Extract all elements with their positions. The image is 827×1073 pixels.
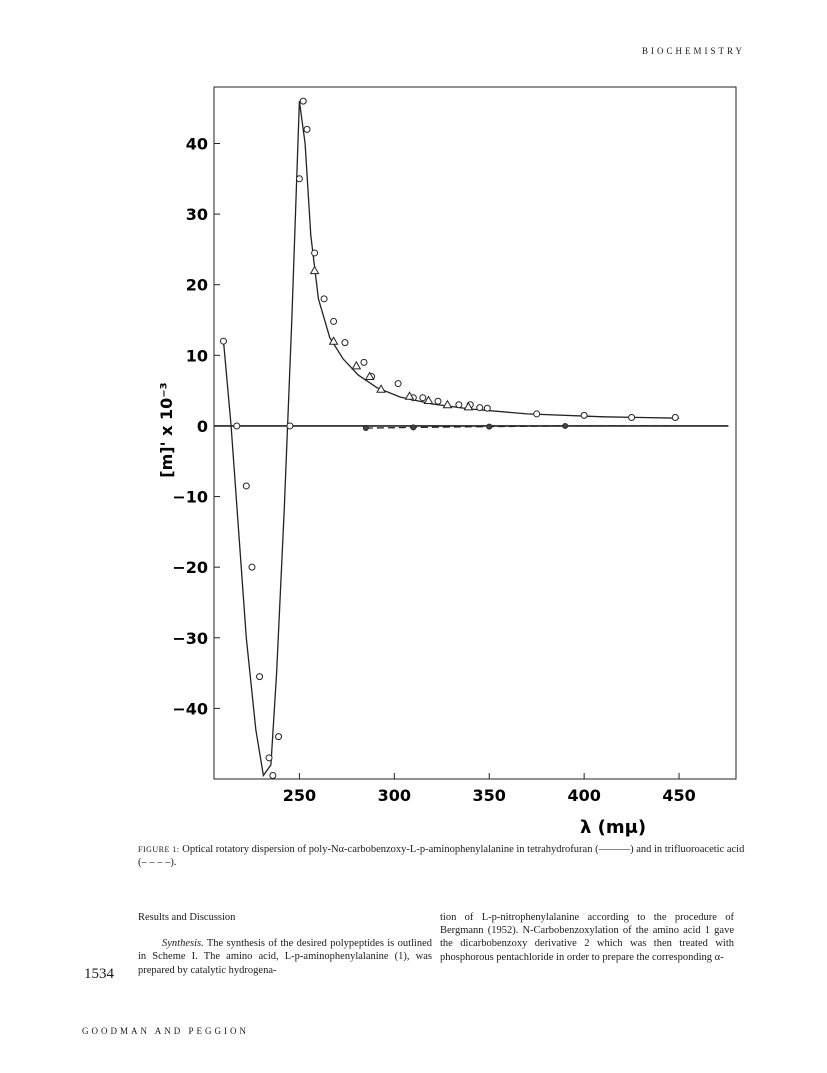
data-point-filled: [487, 424, 492, 429]
x-tick-label: 450: [662, 786, 696, 805]
data-point-triangle: [311, 267, 319, 274]
data-point-circle: [456, 402, 462, 408]
data-point-circle: [435, 398, 441, 404]
author-footer: GOODMAN AND PEGGION: [82, 1026, 249, 1036]
chart-markers: [220, 98, 678, 778]
y-tick-label: 40: [185, 134, 208, 154]
data-point-circle: [266, 755, 272, 761]
data-point-circle: [361, 359, 367, 365]
data-point-triangle: [443, 401, 451, 408]
data-point-circle: [304, 126, 310, 132]
data-point-circle: [420, 395, 426, 401]
data-point-circle: [477, 405, 483, 411]
x-tick-label: 300: [377, 786, 412, 805]
data-point-circle: [342, 340, 348, 346]
left-column: [138, 911, 432, 977]
x-tick-label: 350: [472, 786, 506, 805]
y-tick-label: 30: [185, 205, 208, 225]
data-point-circle: [395, 381, 401, 387]
plot-frame: [214, 87, 736, 779]
data-point-circle: [300, 98, 306, 104]
data-point-filled: [411, 425, 416, 430]
chart-axes: [214, 87, 736, 779]
data-point-filled: [563, 423, 568, 428]
data-point-circle: [534, 411, 540, 417]
y-tick-label: 10: [185, 346, 208, 366]
data-point-circle: [321, 296, 327, 302]
data-point-circle: [287, 423, 293, 429]
data-point-triangle: [352, 362, 360, 369]
data-point-circle: [243, 483, 249, 489]
left-paragraph: [138, 937, 432, 977]
journal-header: BIOCHEMISTRY: [641, 46, 745, 56]
page-number: 1534: [84, 966, 114, 982]
chart-ticks: [172, 134, 695, 805]
data-point-circle: [331, 318, 337, 324]
y-axis-label: [m]' x 10⁻³: [157, 382, 176, 478]
right-column: [440, 911, 734, 964]
y-tick-label: −30: [172, 628, 208, 648]
y-tick-label: −20: [172, 558, 208, 578]
data-point-circle: [672, 414, 678, 420]
chart-lines: [224, 101, 680, 775]
x-tick-label: 250: [282, 786, 317, 805]
figure-label: FIGURE 1:: [138, 845, 180, 854]
x-tick-label: 400: [567, 786, 601, 805]
right-paragraph-text: tion of L-p-nitrophenylalanine according to the procedure of Bergmann (1952). N-Carbobenzoxylation of the amino acid 1 gave the dicarbobenzoxy derivative 2 which was then treated with phosphorous pentachloride in order to prepare the corresponding α-: [440, 912, 734, 963]
figure-caption-text: Optical rotatory dispersion of poly-Nα-carbobenzoxy-L-p-aminophenylalanine in tetrahydrofuran (———) and in trifluoroacetic acid (– – – –).: [138, 844, 745, 868]
data-point-circle: [276, 734, 282, 740]
y-tick-label: 20: [185, 275, 208, 295]
section-title: Results and Discussion: [138, 912, 236, 923]
y-tick-label: 0: [196, 416, 208, 436]
data-point-circle: [312, 250, 318, 256]
figure-caption: [138, 843, 748, 869]
y-tick-label: −10: [172, 487, 208, 507]
paragraph-lead: Synthesis.: [162, 938, 204, 950]
data-point-circle: [629, 414, 635, 420]
x-axis-label: λ (mμ): [579, 817, 647, 838]
data-point-circle: [270, 772, 276, 778]
data-point-circle: [484, 405, 490, 411]
y-tick-label: −40: [172, 699, 208, 719]
data-point-circle: [257, 674, 263, 680]
left-paragraph-text: The synthesis of the desired polypeptides is outlined in Scheme I. The amino acid, L-p-aminophenylalanine (1), was prepared by catalytic hydrogena-: [138, 938, 433, 976]
data-point-circle: [296, 176, 302, 182]
thf-curve: [224, 101, 680, 775]
data-point-circle: [234, 423, 240, 429]
data-point-circle: [220, 338, 226, 344]
data-point-circle: [581, 412, 587, 418]
data-point-circle: [249, 564, 255, 570]
data-point-filled: [363, 425, 368, 430]
